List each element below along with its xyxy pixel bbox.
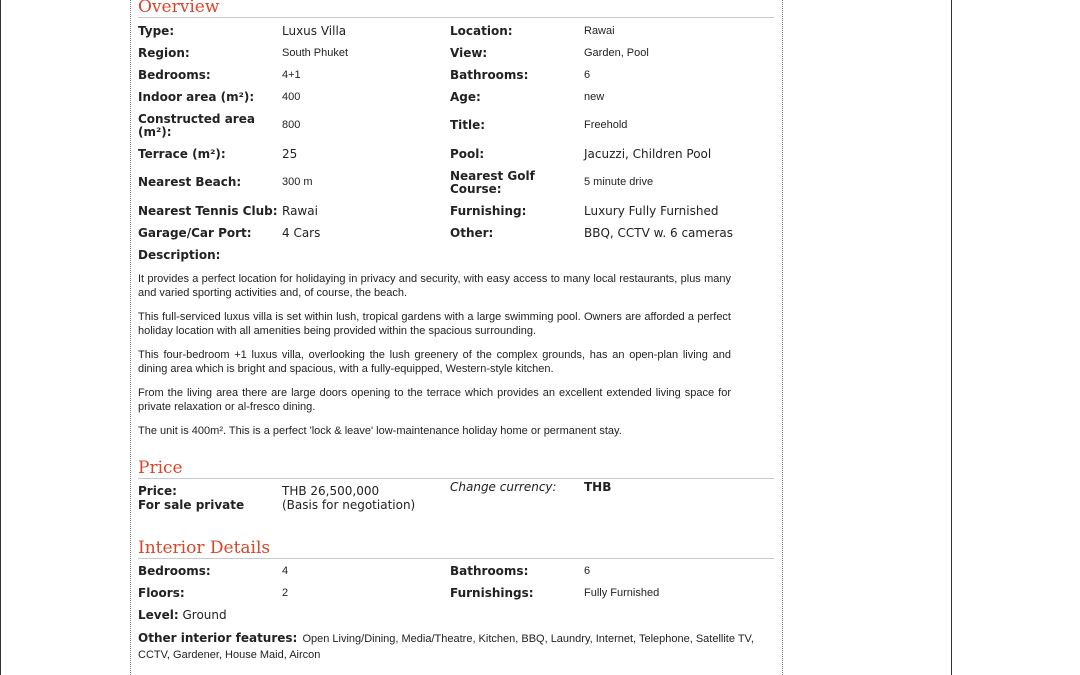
overview-row — [138, 64, 774, 86]
location-label: Location: — [450, 23, 513, 38]
overview-row — [138, 20, 774, 42]
interior-row — [138, 582, 774, 604]
price-block — [138, 480, 774, 512]
price-value: THB 26,500,000 — [282, 484, 380, 498]
floors-label: Floors: — [138, 585, 185, 600]
description-paragraph: This four-bedroom +1 luxus villa, overlooking the lush greenery of the complex grounds, has an open-plan living and dining area which is bright and spacious, with a fully-equipped, Western-style kitchen. — [138, 349, 731, 375]
view-label: View: — [450, 45, 488, 60]
other-label: Other: — [450, 225, 494, 240]
age-label: Age: — [450, 89, 481, 104]
interior-bathrooms-label: Bathrooms: — [450, 563, 529, 578]
indoor-area-value: 400 — [282, 90, 301, 103]
terrace-value: 25 — [282, 146, 298, 161]
interior-bedrooms-value: 4 — [282, 564, 289, 577]
furnishing-label: Furnishing: — [450, 203, 527, 218]
description-paragraph: It provides a perfect location for holidaying in privacy and security, with easy access to many local restaurants, plus many and varied sporting activities and, of course, the beach. — [138, 273, 731, 299]
location-value: Rawai — [584, 24, 615, 37]
interior-heading: Interior Details — [138, 538, 774, 559]
negotiation-note: (Basis for negotiation) — [282, 498, 416, 512]
nearest-golf-label: Nearest Golf Course: — [450, 168, 535, 196]
garage-value: 4 Cars — [282, 225, 321, 240]
pool-label: Pool: — [450, 146, 485, 161]
title-label: Title: — [450, 118, 486, 132]
bathrooms-label: Bathrooms: — [450, 67, 529, 82]
nearest-tennis-value: Rawai — [282, 203, 318, 218]
furnishing-value: Luxury Fully Furnished — [584, 203, 719, 218]
description-row — [138, 244, 774, 266]
sale-type-label: For sale private — [138, 498, 245, 512]
bathrooms-value: 6 — [584, 68, 591, 81]
bedrooms-label: Bedrooms: — [138, 67, 211, 82]
other-value: BBQ, CCTV w. 6 cameras — [584, 225, 734, 240]
pool-value: Jacuzzi, Children Pool — [584, 146, 712, 161]
interior-bathrooms-value: 6 — [584, 564, 591, 577]
description-paragraph: From the living area there are large doors opening to the terrace which provides an excellent extended living space for private relaxation or al-fresco dining. — [138, 387, 731, 413]
content-left-border — [130, 0, 131, 675]
nearest-golf-value: 5 minute drive — [584, 176, 654, 188]
region-label: Region: — [138, 45, 190, 60]
type-label: Type: — [138, 23, 175, 38]
nearest-beach-value: 300 m — [282, 176, 313, 188]
overview-row — [138, 42, 774, 64]
price-label: Price: — [138, 484, 177, 498]
currency-selector[interactable]: THB — [584, 480, 612, 494]
level-row — [138, 604, 774, 626]
age-value: new — [584, 90, 605, 103]
constructed-area-value: 800 — [282, 119, 301, 131]
overview-row — [138, 86, 774, 108]
nearest-tennis-label: Nearest Tennis Club: — [138, 203, 278, 218]
description-label: Description: — [138, 247, 221, 262]
furnishings-value: Fully Furnished — [584, 586, 660, 599]
interior-bedrooms-label: Bedrooms: — [138, 563, 211, 578]
level-label: Level: — [138, 607, 179, 622]
left-border — [0, 0, 1, 675]
level-text — [138, 609, 227, 622]
terrace-label: Terrace (m²): — [138, 146, 226, 161]
other-features — [138, 630, 774, 662]
interior-row — [138, 560, 774, 582]
view-value: Garden, Pool — [584, 46, 649, 59]
property-details — [138, 0, 774, 662]
description-paragraph: The unit is 400m². This is a perfect 'lock & leave' low-maintenance holiday home or permanent stay. — [138, 425, 622, 437]
type-value: Luxus Villa — [282, 23, 347, 38]
price-values — [282, 484, 450, 512]
right-border — [951, 0, 952, 675]
garage-label: Garage/Car Port: — [138, 225, 252, 240]
indoor-area-label: Indoor area (m²): — [138, 89, 255, 104]
price-heading: Price — [138, 458, 774, 479]
title-value: Freehold — [584, 119, 628, 131]
floors-value: 2 — [282, 586, 289, 599]
constructed-area-label: Constructed area (m²): — [138, 111, 255, 139]
description-paragraph: This full-serviced luxus villa is set within lush, tropical gardens with a large swimming pool. Owners are afforded a perfect holiday location with all amenities being provided within the spacious surrounding. — [138, 311, 731, 337]
overview-table — [138, 20, 774, 266]
content-right-border — [782, 0, 783, 675]
nearest-beach-label: Nearest Beach: — [138, 175, 242, 189]
level-value: Ground — [182, 607, 227, 622]
furnishings-label: Furnishings: — [450, 585, 534, 600]
overview-row — [138, 143, 774, 165]
other-features-label: Other interior features: — [138, 631, 298, 645]
bedrooms-value: 4+1 — [282, 68, 301, 81]
overview-row — [138, 108, 774, 143]
overview-row — [138, 200, 774, 222]
change-currency-label: Change currency: — [450, 480, 557, 494]
other-features-value: Open Living/Dining, Media/Theatre, Kitchen, BBQ, Laundry, Internet, Telephone, Satellite TV, CCTV, Gardener, House Maid, Aircon — [138, 633, 754, 661]
overview-heading: Overview — [138, 0, 774, 18]
region-value: South Phuket — [282, 46, 349, 59]
overview-row — [138, 165, 774, 200]
description — [138, 272, 774, 438]
overview-row — [138, 222, 774, 244]
interior-table — [138, 560, 774, 662]
price-labels — [138, 484, 282, 512]
